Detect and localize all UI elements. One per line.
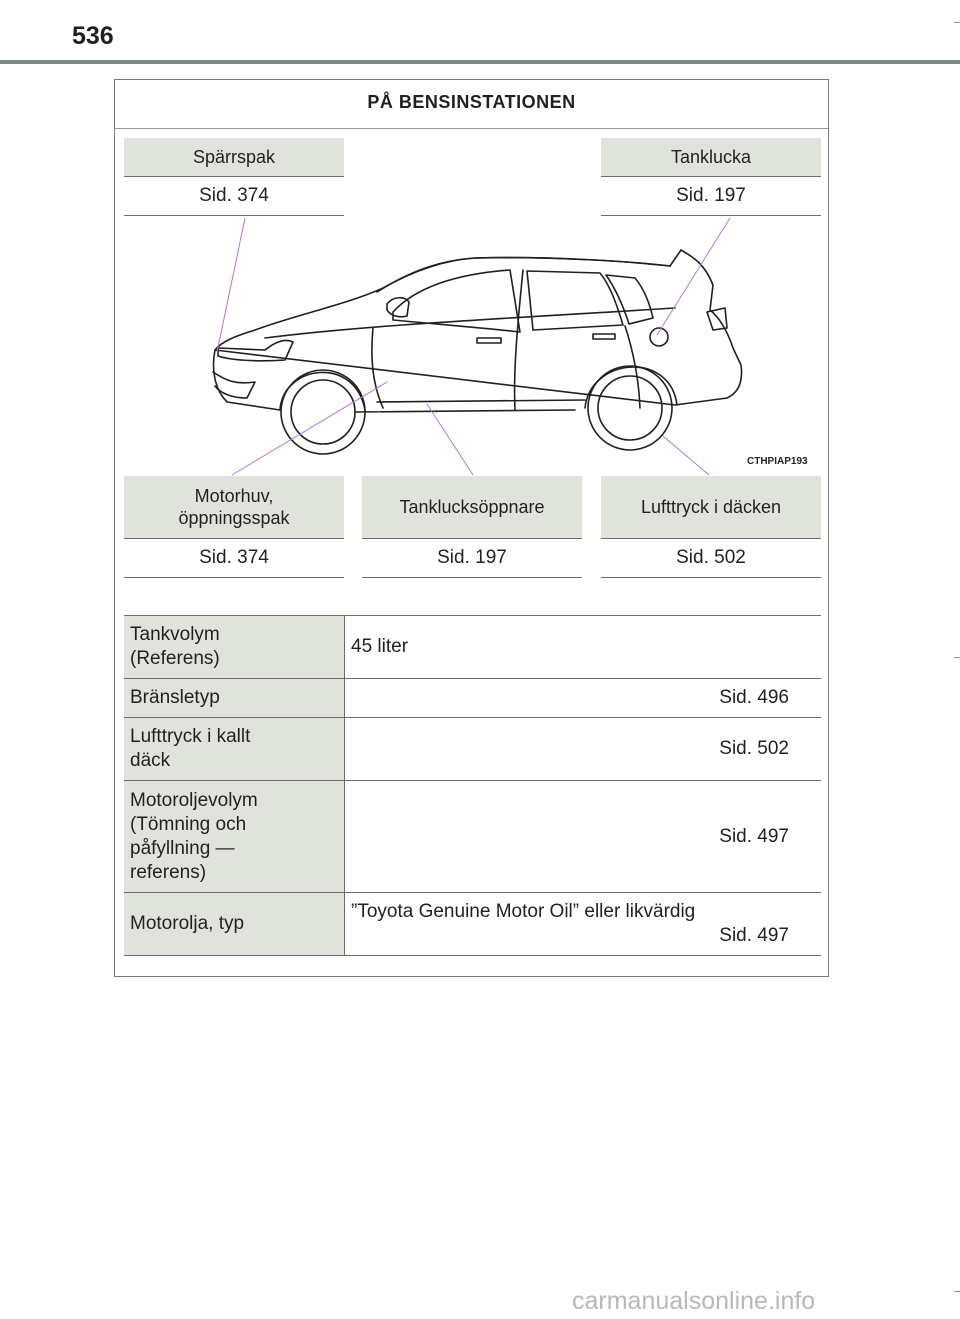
callout-label-sparrspak: Spärrspak	[124, 138, 344, 177]
quarter-window	[606, 275, 653, 324]
front-door-line	[372, 328, 383, 408]
header-rule	[0, 60, 960, 64]
table-row	[124, 893, 821, 956]
callout-label-motorhuv: Motorhuv, öppningsspak	[124, 476, 344, 539]
crop-mark	[954, 657, 960, 658]
figure-code: CTHPIAP193	[747, 456, 808, 467]
callout-ref-tankluckoppnare[interactable]: Sid. 197	[362, 539, 582, 578]
table-row	[124, 781, 821, 893]
callout-line-sparrspak	[217, 218, 245, 352]
callout-label-tankluckoppnare: Tanklucksöppnare	[362, 476, 582, 539]
crop-mark	[954, 1291, 960, 1292]
spec-value[interactable]: Sid. 502	[345, 718, 822, 781]
spec-table	[124, 615, 821, 956]
front-wheel	[281, 370, 365, 454]
car-roof	[377, 258, 670, 292]
callout-line-lufttryck	[663, 436, 709, 475]
rocker-panel	[377, 400, 585, 402]
rear-wheel-rim	[598, 376, 662, 440]
callout-ref-sparrspak[interactable]: Sid. 374	[124, 177, 344, 216]
callout-ref-motorhuv[interactable]: Sid. 374	[124, 539, 344, 578]
rear-door-handle	[593, 334, 615, 339]
spec-key: Lufttryck i kallt däck	[124, 718, 345, 781]
spec-key: Motorolja, typ	[124, 893, 345, 956]
spec-value-text: ”Toyota Genuine Motor Oil” eller likvärdig	[351, 901, 696, 922]
spec-key: Bränsletyp	[124, 679, 345, 718]
info-panel	[114, 79, 829, 977]
table-row	[124, 679, 821, 718]
page-number: 536	[72, 22, 114, 50]
spec-value-cell	[345, 893, 822, 956]
callout-label-tanklucka: Tanklucka	[601, 138, 821, 177]
front-bumper	[213, 372, 255, 398]
callout-line-tankluckoppnare	[427, 404, 473, 475]
front-arch	[280, 372, 365, 410]
callout-ref-tanklucka[interactable]: Sid. 197	[601, 177, 821, 216]
rear-wheel	[588, 366, 672, 450]
panel-title: PÅ BENSINSTATIONEN	[115, 80, 828, 129]
fuel-door	[650, 328, 668, 346]
callout-line-motorhuv	[232, 382, 387, 475]
spec-key: Tankvolym (Referens)	[124, 616, 345, 679]
front-window	[393, 270, 520, 332]
callout-ref-lufttryck[interactable]: Sid. 502	[601, 539, 821, 578]
car-illustration	[115, 80, 828, 480]
spec-value[interactable]: Sid. 497	[719, 925, 789, 946]
callout-label-lufttryck: Lufttryck i däcken	[601, 476, 821, 539]
callout-line-tanklucka	[657, 218, 730, 335]
table-row	[124, 718, 821, 781]
crop-mark	[954, 22, 960, 23]
spec-value[interactable]: Sid. 496	[345, 679, 822, 718]
front-door-handle	[477, 338, 501, 343]
spec-value[interactable]: Sid. 497	[345, 781, 822, 893]
spec-value: 45 liter	[345, 616, 822, 679]
b-pillar-line	[515, 270, 523, 410]
table-row	[124, 616, 821, 679]
spec-key: Motoroljevolym (Tömning och påfyllning — referens)	[124, 781, 345, 893]
watermark: carmanualsonline.info	[572, 1287, 816, 1315]
